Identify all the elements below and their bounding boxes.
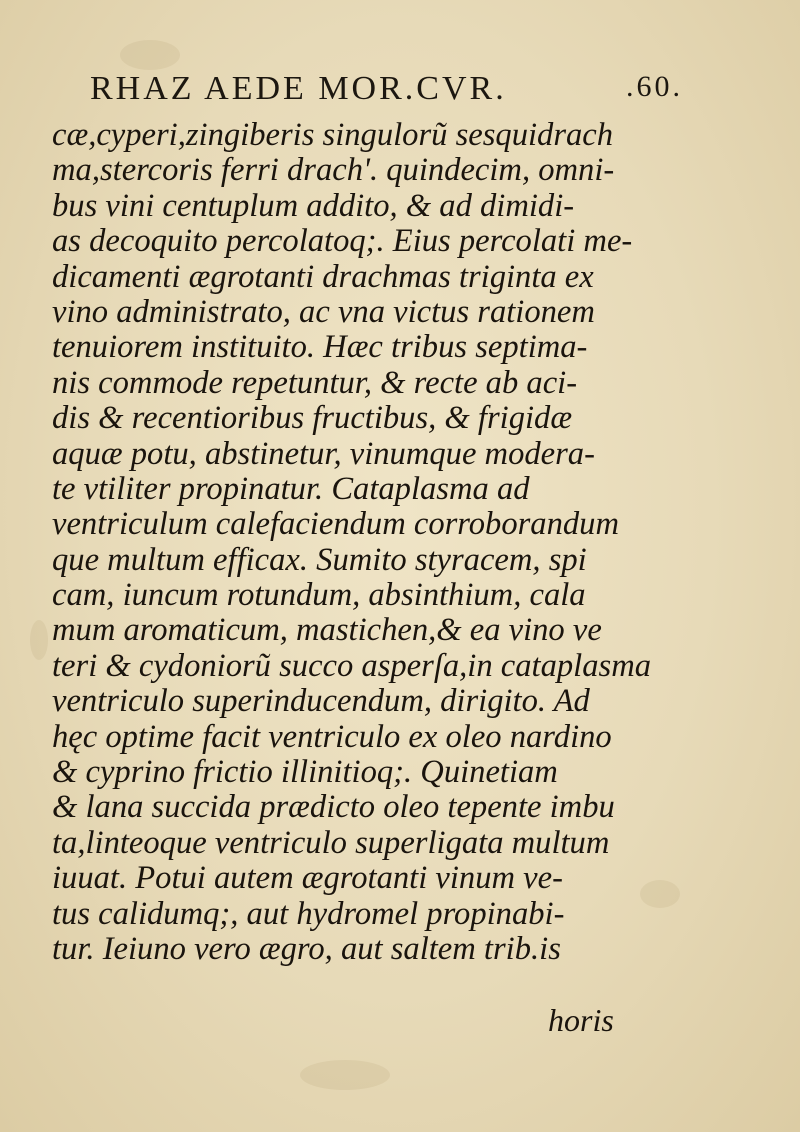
text-line: dicamenti ægrotanti drachmas triginta ex [52, 258, 594, 295]
page-header [90, 70, 683, 120]
text-line: dis & recentioribus fructibus, & frigidæ [52, 400, 573, 437]
text-block [52, 118, 672, 967]
text-line: hęc optime facit ventriculo ex oleo nardino [52, 718, 612, 755]
text-line: tenuiorem instituito. Hæc tribus septima- [52, 329, 588, 366]
text-line: tus calidumq;, aut hydromel propinabi- [52, 895, 565, 932]
text-line: cæ,cyperi,zingiberis singulorũ sesquidrach [52, 117, 614, 153]
folio-number: .60. [626, 70, 683, 103]
text-line: ventriculum calefaciendum corroborandum [52, 506, 619, 543]
text-line: bus vini centuplum addito, & ad dimidi- [52, 187, 575, 224]
text-line: cam, iuncum rotundum, absinthium, cala [52, 577, 586, 614]
text-line: vino administrato, ac vna victus rationem [52, 293, 595, 330]
text-line: iuuat. Potui autem ægrotanti vinum ve- [52, 860, 563, 897]
text-line: & lana succida prædicto oleo tepente imbu [52, 789, 615, 826]
text-line: mum aromaticum, mastichen,& ea vino ve [52, 612, 602, 649]
text-line: ventriculo superinducendum, dirigito. Ad [52, 683, 590, 720]
text-line: & cyprino frictio illinitioq;. Quinetiam [52, 754, 558, 791]
text-line: ma,stercoris ferri drach'. quindecim, omni- [52, 152, 615, 189]
text-line: nis commode repetuntur, & recte ab aci- [52, 364, 578, 401]
text-line: teri & cydoniorũ succo asperſa,in cataplasma [52, 647, 652, 684]
text-line: aquæ potu, abstinetur, vinumque modera- [52, 435, 595, 472]
catchword: horis [548, 1002, 614, 1038]
text-line: tur. Ieiuno vero ægro, aut saltem trib.is [52, 930, 561, 967]
text-line: que multum efficax. Sumito styracem, spi [52, 541, 587, 578]
text-line: as decoquito percolatoq;. Eius percolati me- [52, 223, 633, 260]
running-title: RHAZ AEDE MOR.CVR. [90, 70, 507, 107]
text-line: ta,linteoque ventriculo superligata multum [52, 824, 610, 861]
text-line: te vtiliter propinatur. Cataplasma ad [52, 470, 530, 507]
